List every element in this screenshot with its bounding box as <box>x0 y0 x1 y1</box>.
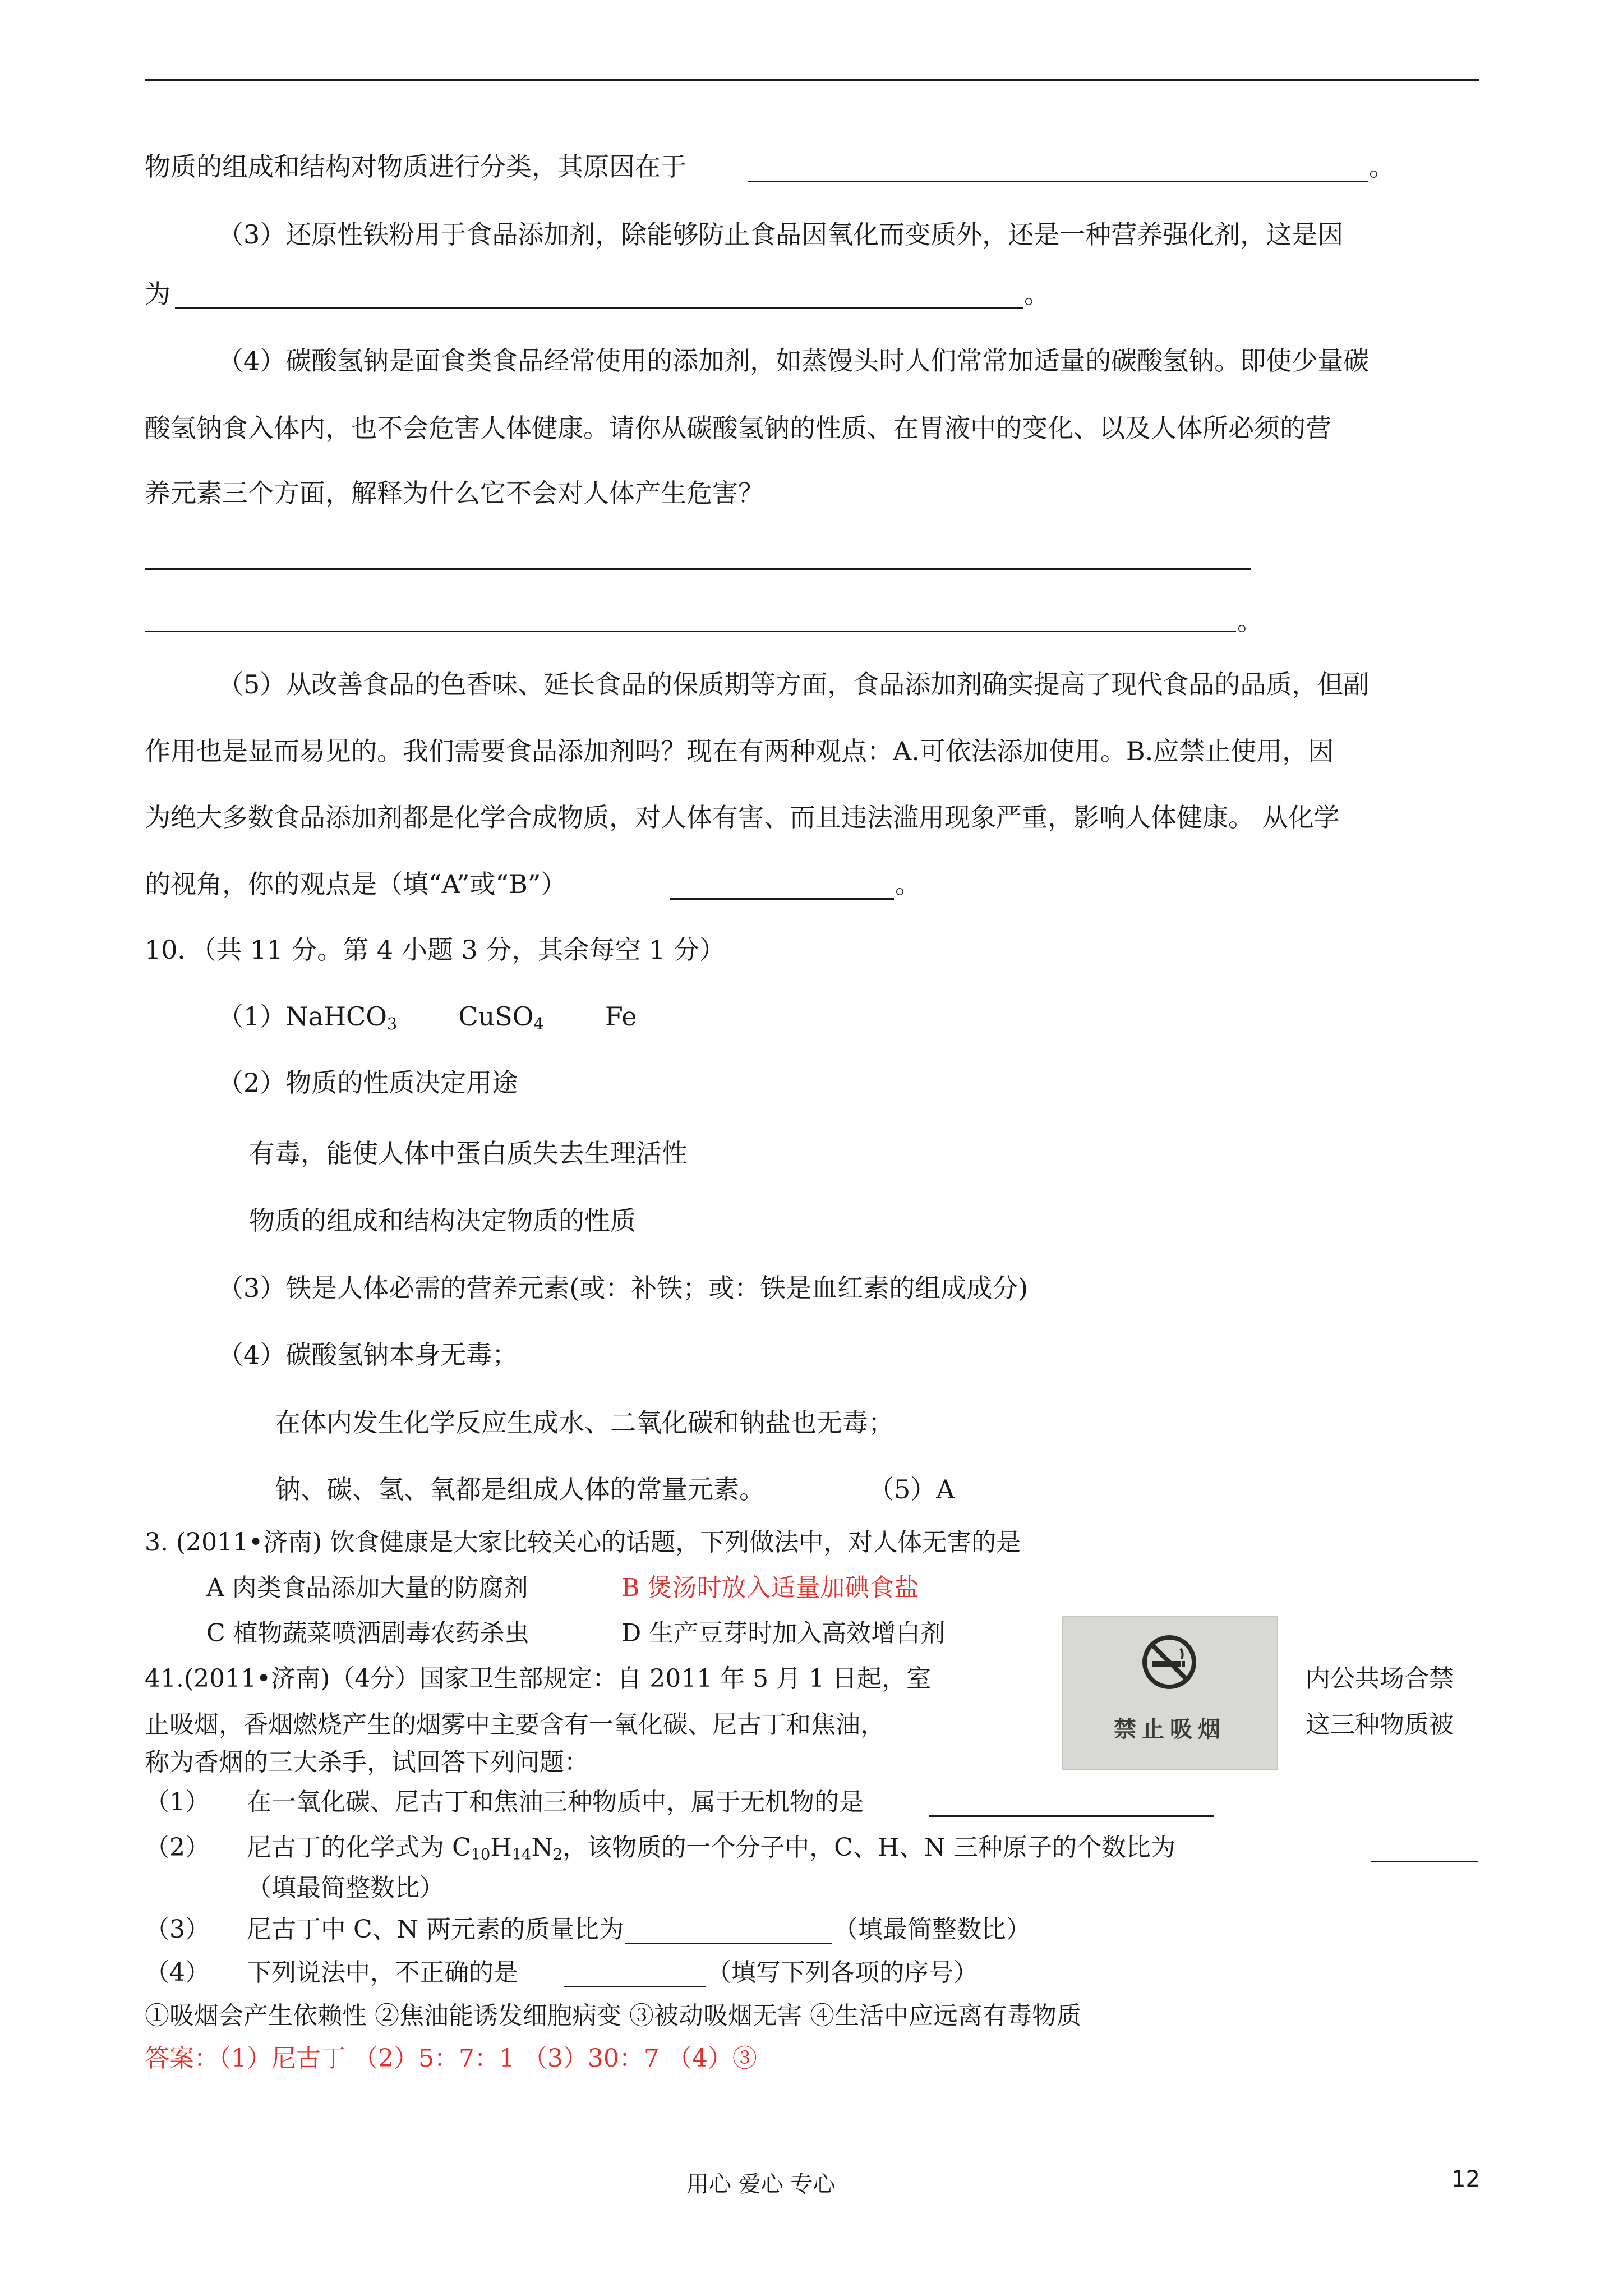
text-line-end: 。 <box>1369 151 1395 182</box>
answer-blank[interactable] <box>145 631 1236 632</box>
part-text: （填写下列各项的序号） <box>707 1958 978 1987</box>
answer-blank[interactable] <box>929 1815 1214 1817</box>
formula-list: （1）NaHCO$_3$ CuSO$_4$ Fe <box>218 1001 637 1034</box>
part-number: （3） <box>145 1915 210 1944</box>
part-text: （填最简整数比） <box>833 1915 1031 1944</box>
text-line: （5）A <box>868 1474 955 1504</box>
text-line: （5）从改善食品的色香味、延长食品的保质期等方面，食品添加剂确实提高了现代食品的品质，但副 <box>218 669 1370 700</box>
text-line: 物质的组成和结构决定物质的性质 <box>249 1205 636 1236</box>
text-line-end: 。 <box>1237 606 1263 636</box>
option-a: A 肉类食品添加大量的防腐剂 <box>206 1573 528 1602</box>
text-line-end: 。 <box>1024 279 1050 309</box>
text-line: （4）碳酸氢钠是面食类食品经常使用的添加剂，如蒸馒头时人们常常加适量的碳酸氢钠。即使少量碳 <box>218 346 1370 376</box>
question-stem: 3. (2011•济南) 饮食健康是大家比较关心的话题，下列做法中，对人体无害的是 <box>145 1528 1021 1557</box>
footer-motto: 用心 爱心 专心 <box>686 2171 836 2197</box>
answer-blank[interactable] <box>670 898 894 900</box>
answer-blank[interactable] <box>1371 1861 1478 1862</box>
answer-blank[interactable] <box>145 568 1251 570</box>
option-c: C 植物蔬菜喷洒剧毒农药杀虫 <box>206 1619 529 1648</box>
part-text: 在一氧化碳、尼古丁和焦油三种物质中，属于无机物的是 <box>247 1788 864 1816</box>
text-line-end: 。 <box>895 869 921 899</box>
answer-blank[interactable] <box>748 181 1368 182</box>
page-number: 12 <box>1451 2166 1480 2192</box>
question-heading: 10．（共 11 分。第 4 小题 3 分，其余每空 1 分） <box>145 935 725 965</box>
header-rule <box>145 79 1479 81</box>
option-d: D 生产豆芽时加入高效增白剂 <box>621 1619 946 1648</box>
question-stem-cont: 内公共场合禁 <box>1306 1664 1454 1693</box>
no-smoking-sign-image <box>1062 1616 1278 1770</box>
text-line: （3）铁是人体必需的营养元素(或：补铁；或：铁是血红素的组成成分) <box>218 1273 1029 1303</box>
part-number: （2） <box>145 1833 210 1862</box>
answer-blank[interactable] <box>625 1943 832 1944</box>
choice-list: ①吸烟会产生依赖性 ②焦油能诱发细胞病变 ③被动吸烟无害 ④生活中应远离有毒物质 <box>145 2001 1081 2030</box>
text-line: 养元素三个方面，解释为什么它不会对人体产生危害？ <box>145 478 764 508</box>
sign-caption: 禁止吸烟 <box>1114 1716 1226 1742</box>
question-stem: 止吸烟，香烟燃烧产生的烟雾中主要含有一氧化碳、尼古丁和焦油， <box>145 1710 885 1739</box>
text-line: 在体内发生化学反应生成水、二氧化碳和钠盐也无毒； <box>275 1407 894 1438</box>
part-text: 下列说法中，不正确的是 <box>247 1958 518 1987</box>
answer-blank[interactable] <box>175 307 1023 309</box>
text-line: 酸氢钠食入体内，也不会危害人体健康。请你从碳酸氢钠的性质、在胃液中的变化、以及人体所必须的营 <box>145 413 1331 443</box>
question-stem-cont: 这三种物质被 <box>1306 1710 1454 1739</box>
question-stem: 41.(2011•济南)（4分）国家卫生部规定：自 2011 年 5 月 1 日起，室 <box>145 1664 932 1693</box>
part-text: 尼古丁中 C、N 两元素的质量比为 <box>247 1915 624 1944</box>
text-line: 为 <box>145 279 170 309</box>
text-line: （4）碳酸氢钠本身无毒； <box>218 1340 518 1370</box>
text-line: 钠、碳、氢、氧都是组成人体的常量元素。 <box>275 1474 765 1504</box>
text-line: 为绝大多数食品添加剂都是化学合成物质，对人体有害、而且违法滥用现象严重，影响人体健康。 从化学 <box>145 802 1340 832</box>
part-note: （填最简整数比） <box>247 1874 444 1902</box>
option-b-correct: B 煲汤时放入适量加碘食盐 <box>621 1573 919 1602</box>
no-smoking-icon <box>1141 1634 1197 1690</box>
text-line: 有毒，能使人体中蛋白质失去生理活性 <box>249 1138 688 1168</box>
text-line: （3）还原性铁粉用于食品添加剂，除能够防止食品因氧化而变质外，还是一种营养强化剂，这是因 <box>218 219 1344 250</box>
text-line: 作用也是显而易见的。我们需要食品添加剂吗？现在有两种观点：A.可依法添加使用。B.应禁止使用，因 <box>145 736 1334 766</box>
text-line: 的视角，你的观点是（填“A”或“B”） <box>145 869 567 899</box>
part-number: （1） <box>145 1788 210 1816</box>
part-number: （4） <box>145 1958 210 1987</box>
answer-key: 答案：（1）尼古丁 （2）5：7：1 （3）30：7 （4）③ <box>145 2044 757 2073</box>
text-line: （2）物质的性质决定用途 <box>218 1068 518 1098</box>
answer-blank[interactable] <box>564 1986 706 1987</box>
question-stem: 称为香烟的三大杀手，试回答下列问题： <box>145 1748 589 1777</box>
text-line: 物质的组成和结构对物质进行分类，其原因在于 <box>145 151 686 182</box>
part-text-formula: 尼古丁的化学式为 $C_{10}H_{14}N_2$，该物质的一个分子中，C、H、N 三种原子的个数比为 <box>247 1833 1175 1864</box>
